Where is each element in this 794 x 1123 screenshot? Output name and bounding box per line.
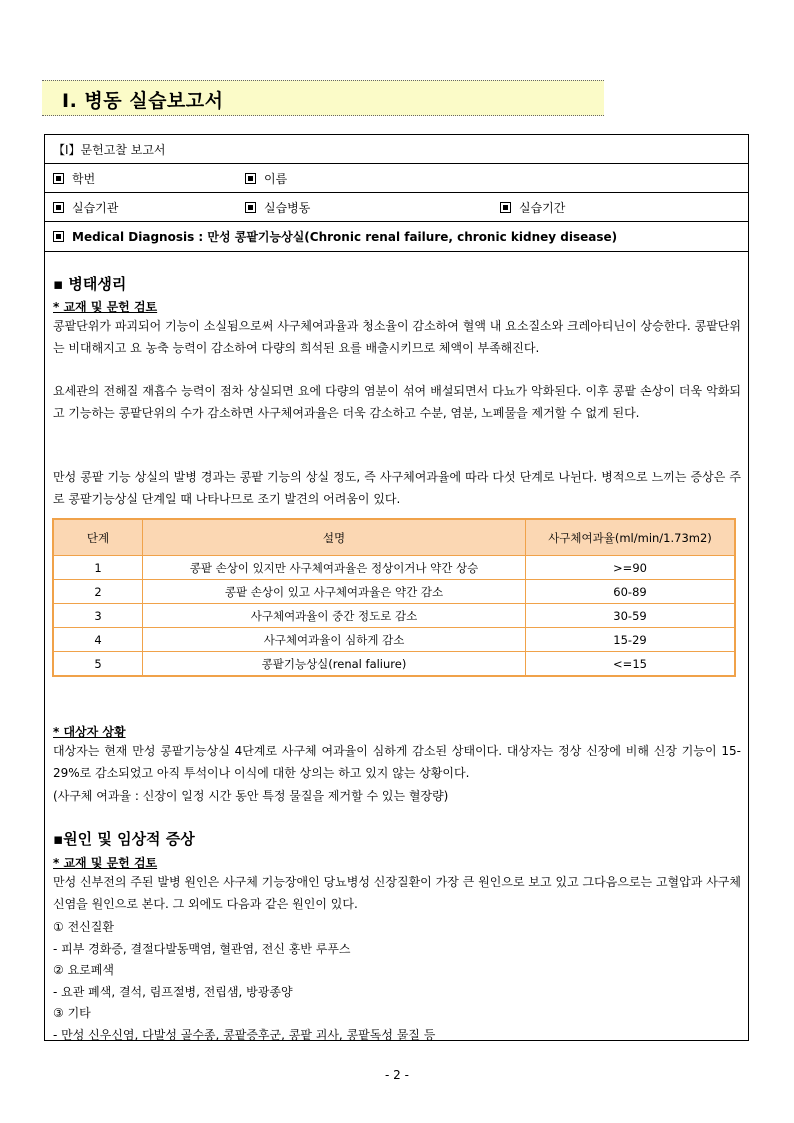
- period-cell: [500, 193, 565, 221]
- ward-label: 실습병동: [264, 200, 311, 215]
- table-cell: 콩팥기능상실(renal faliure): [143, 652, 526, 677]
- report-title-row: [45, 135, 748, 164]
- table-row: [53, 652, 735, 677]
- table-cell: 사구체여과율이 중간 정도로 감소: [143, 604, 526, 628]
- name-label: 이름: [264, 171, 288, 186]
- page-title: Ⅰ. 병동 실습보고서: [62, 90, 224, 112]
- patient-situation-heading: * 대상자 상황: [53, 725, 126, 739]
- table-cell: 15-29: [526, 628, 736, 652]
- pathophysiology-para-2: 요세관의 전해질 재흡수 능력이 점차 상실되면 요에 다량의 염분이 섞여 배설되면서 다뇨가 악화된다. 이후 콩팥 손상이 더욱 악화되고 기능하는 콩팥단위의 수가 감소하면 사구체여과율은 더욱 감소하고 수분, 염분, 노폐물을 제거할 수 없게 된다.: [53, 384, 741, 420]
- checkbox-icon: [245, 173, 256, 184]
- practice-row: [45, 193, 748, 222]
- causes-heading: ▪원인 및 임상적 증상: [53, 830, 195, 848]
- cause-item-detail: - 피부 경화증, 결절다발동맥염, 혈관염, 전신 홍반 루푸스: [53, 942, 351, 956]
- table-cell: 4: [53, 628, 143, 652]
- checkbox-icon: [245, 202, 256, 213]
- table-cell: 2: [53, 580, 143, 604]
- cause-item-detail: - 요관 폐색, 결석, 림프절병, 전립샘, 방광종양: [53, 985, 293, 999]
- table-row: [53, 628, 735, 652]
- diagnosis-row: [45, 222, 748, 252]
- cause-item-title: ② 요로폐색: [53, 963, 114, 977]
- literature-review-heading: * 교재 및 문헌 검토: [53, 300, 158, 314]
- table-row: [53, 580, 735, 604]
- diagnosis-text: Medical Diagnosis : 만성 콩팥기능상실(Chronic renal failure, chronic kidney disease): [72, 230, 618, 244]
- gfr-note: (사구체 여과율 : 신장이 일정 시간 동안 특정 물질을 제거할 수 있는 혈장량): [53, 789, 449, 803]
- table-cell: 사구체여과율이 심하게 감소: [143, 628, 526, 652]
- pathophysiology-para-3: 만성 콩팥 기능 상실의 발병 경과는 콩팥 기능의 상실 정도, 즉 사구체여과율에 따라 다섯 단계로 나뉜다. 병적으로 느끼는 증상은 주로 콩팥기능상실 단계일 때 나타나므로 조기 발견의 어려움이 있다.: [53, 470, 741, 506]
- patient-situation-para: 대상자는 현재 만성 콩팥기능상실 4단계로 사구체 여과율이 심하게 감소된 상태이다. 대상자는 정상 신장에 비해 신장 기능이 15-29%로 감소되었고 아직 투석이나 이식에 대한 상의는 하고 있지 않는 상황이다.: [53, 744, 741, 780]
- student-id-label: 학번: [72, 171, 96, 186]
- checkbox-icon: [53, 173, 64, 184]
- table-cell: 콩팥 손상이 있지만 사구체여과율은 정상이거나 약간 상승: [143, 556, 526, 580]
- table-cell: 30-59: [526, 604, 736, 628]
- student-row: [45, 164, 748, 193]
- causes-literature-heading: * 교재 및 문헌 검토: [53, 856, 158, 870]
- cause-item-detail: - 만성 신우신염, 다발성 골수종, 콩팥증후군, 콩팥 괴사, 콩팥독성 물질 등: [53, 1028, 436, 1042]
- ward-cell: [245, 193, 310, 221]
- cause-item-title: ① 전신질환: [53, 920, 114, 934]
- table-cell: 60-89: [526, 580, 736, 604]
- pathophysiology-heading: ▪ 병태생리: [53, 275, 127, 293]
- ckd-stage-table: [52, 518, 736, 677]
- table-header: 단계: [53, 519, 143, 556]
- table-header: 설명: [143, 519, 526, 556]
- table-cell: 3: [53, 604, 143, 628]
- table-cell: 1: [53, 556, 143, 580]
- diagnosis-cell: [53, 222, 617, 251]
- table-cell: 콩팥 손상이 있고 사구체여과율은 약간 감소: [143, 580, 526, 604]
- table-row: [53, 556, 735, 580]
- period-label: 실습기간: [519, 200, 566, 215]
- checkbox-icon: [500, 202, 511, 213]
- table-row: [53, 604, 735, 628]
- page-number: - 2 -: [385, 1068, 409, 1082]
- table-header-row: [53, 519, 735, 556]
- report-title: 【Ⅰ】문헌고찰 보고서: [53, 142, 166, 157]
- cause-item-title: ③ 기타: [53, 1006, 91, 1020]
- institution-cell: [53, 193, 118, 221]
- pathophysiology-para-1: 콩팥단위가 파괴되어 기능이 소실됨으로써 사구체여과율과 청소율이 감소하여 혈액 내 요소질소와 크레아티닌이 상승한다. 콩팥단위는 비대해지고 요 농축 능력이 감소하여 다량의 희석된 요를 배출시키므로 체액이 부족해진다.: [53, 319, 741, 355]
- table-cell: 5: [53, 652, 143, 677]
- table-header: 사구체여과율(ml/min/1.73m2): [526, 519, 736, 556]
- report-frame: [44, 134, 749, 1041]
- causes-para: 만성 신부전의 주된 발병 원인은 사구체 기능장애인 당뇨병성 신장질환이 가장 큰 원인으로 보고 있고 그다음으로는 고혈압과 사구체신염을 원인으로 본다. 그 외에도 다음과 같은 원인이 있다.: [53, 875, 741, 911]
- checkbox-icon: [53, 231, 64, 242]
- institution-label: 실습기관: [72, 200, 119, 215]
- student-id-cell: [53, 164, 95, 192]
- checkbox-icon: [53, 202, 64, 213]
- name-cell: [245, 164, 287, 192]
- table-cell: <=15: [526, 652, 736, 677]
- table-cell: >=90: [526, 556, 736, 580]
- page-title-bar: [42, 80, 604, 116]
